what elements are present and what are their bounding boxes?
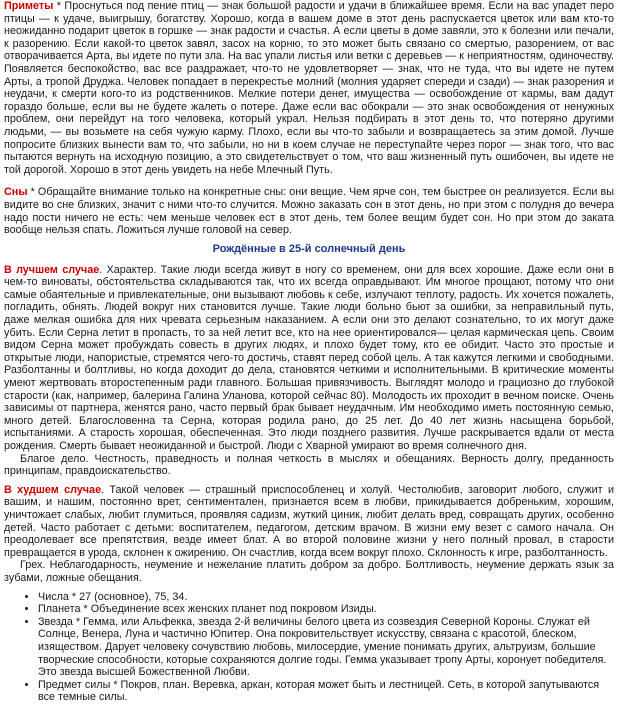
omens-label: Приметы — [4, 0, 54, 12]
omens-text: * Проснуться под пение птиц — знак большой радости и удачи в ближайшее время. Если на вас упадет перо птицы — к удаче, выигрышу, богатству. Хорошо, когда в вашем доме в этот день распускается цветок или вам кто-то неожиданно подарит цветок в горшке — знак радости и счастья. А если цветы в доме завяли, это к болезни или печали, к разорению. Если какой-то цветок завял, засох на корню, то это может быть связано со смертью, разорением, от вас отворачивается Арта, вы идете по пути зла. На вас упали листья или ветки с деревьев — к неприятностям, одиночеству. Появляется беспокойство, вас все раздражает, что-то не удовлетворяет — знак, что не туда, что вы идете не путем Арты, а тропой Друджа. Человек попадает в перекрестье молний (молния ударяет спереди и сзади) — знак разорения и неудачи, к смерти кого-то из родственников. Мелкие потери денег, имущества — освобождение от кармы, вам дадут гораздо больше, если вы не будете жалеть о потере. Даже если вас обокрали — это знак освобождения от ненужных проблем, они перейдут на того человека, который украл. Нельзя подбирать в этот день то, что потеряно другими людьми, — вы возьмете на себя чужую карму. Плохо, если вы что-то забыли и возвращаетесь за этим домой. Лучше попросите близких вынести вам то, что забыли, но ни в коем случае не переступайте через порог — знак того, что вас пытаются вернуть на исходную позицию, а это свидетельствует о том, что ваш жизненный путь ошибочен, вы идете не той дорогой. Хорошо в этот день увидеть на небе Млечный Путь. — [4, 0, 614, 176]
omens-paragraph — [4, 0, 614, 176]
dreams-text: * Обращайте внимание только на конкретные сны: они вещие. Чем ярче сон, тем быстрее он реализуется. Если вы видите во сне близких, значит с ними что-то случится. Можно заказать сон в этот день, но при этом с полудня до вечера надо пости ничего не есть: чем меньше человек ест в этот день, тем более вещим будет сон. Но при этом до заката вообще нельзя спать. Ложиться лучше головой на север. — [4, 186, 614, 237]
dreams-label: Сны — [4, 186, 28, 199]
worst-case-label: В худшем случае — [4, 483, 102, 496]
list-item: • Предмет силы * Покров, план. Веревка, аркан, которая может быть и лестницей. Сеть, в которой запутываются все темные силы. — [38, 679, 614, 704]
list-item: • Планета * Объединение всех женских планет под покровом Изиды. — [38, 603, 614, 616]
list-item: • Числа * 27 (основное), 75, 34. — [38, 591, 614, 604]
best-case-text: . Характер. Такие люди всегда живут в ногу со временем, они для всех хорошие. Даже если они в чем-то виноваты, обстоятельства складываются так, что их всегда оправдывают. Им многое прощают, потому что они самые обаятельные и привлекательные, они вызывают любовь к себе, излучают теплоту, радость. Их хочется пожалеть, погладить, обнять. Людей вокруг них становится лучше. Такие люди больно бьют за ошибки, за неправильный путь, даже мелкая ошибка для них чревата серьезным наказанием. А если они это делают сознательно, то их могут даже убить. Если Серна летит в пропасть, то за ней летит все, кто на нее ориентировался— целая кармическая цепь. Своим видом Серна может пробуждать совесть в других людях, и плохо будет тому, кто ее обидит. Часто это простые и открытые люди, напористые, стремятся чего-то достичь, ставят перед собой цель. А так кажутся легкими и свободными. Разболтанны и болтливы, но когда доходит до дела, становятся четкими и исполнительными. В критические моменты умеют жертвовать второстепенным ради главного. Большая привязчивость. Выглядят молодо и грациозно до глубокой старости (как, например, балерина Галина Уланова, которой сейчас 80). Молодость их проходит в вечном поиске. Очень зависимы от партнера, женятся рано, часто первый брак бывает неудачным. Им необходимо иметь постоянную семью, много детей. Благословенна та Серна, которая родила рано, до 25 лет. До 40 лет жизнь насыщена борьбой, испытаниями. А старость хорошая, обеспеченная. Это люди позднего развития. Лучше раскрывается вдали от места рождения. Смерть бывает неожиданной и быстрой. Люди с Хварной умирают во время солнечного дня. — [4, 263, 614, 452]
section-title: Рождённые в 25-й солнечный день — [212, 242, 406, 255]
blessing-paragraph: Благое дело. Честность, праведность и полная четкость в мыслях и обещаниях. Верность долгу, преданность принципам, правдоискательство. — [4, 452, 614, 478]
best-case-paragraph — [4, 264, 614, 453]
worst-case-paragraph — [4, 484, 614, 560]
sin-paragraph: Грех. Неблагодарность, неумение и нежелание платить добром за добро. Болтливость, неумение держать язык за зубами, ложные обещания. — [4, 559, 614, 584]
dreams-paragraph — [4, 186, 614, 236]
list-item: • Звезда * Гемма, или Альфекка, звезда 2-й величины белого цвета из созвездия Северной Короны. Служат ей Солнце, Венера, Луна и частично Юпитер. Она покровительствует искусству, связана с красотой, блеском, изяществом. Дарует человеку сочувствию любовь, милосердие, умение понимать других, альтруизм, большие творческие способности, которые сохраняются долгие годы. Гемма указывает тропу Арты, коронует победителя. Это звезда высшей Божественной Любви. — [38, 616, 614, 679]
facts-list — [4, 591, 614, 704]
best-case-label: В лучшем случае — [4, 263, 100, 276]
worst-case-text: . Такой человек — страшный приспособленец и холуй. Честолюбив, заговорит любого, служит и вашим, и нашим, постоянно врет, сентиментален, признается всем в любви, прикидывается добреньким, хорошим, уничтожает слабых, любит глумиться, проявляя садизм, жуткий циник, любит делать вред, совращать других, особенно детей. Часто работает с детьми: воспитателем, педагогом, детским врачом. В жизни ему везет с самого начала. Он преодолевает все препятствия, везде имеет блат. А во второй половине жизни у него полный провал, в старости превращается в урода, склонен к ожирению. Он счастлив, когда всем вокруг плохо. Склонность к игре, разболтанность. — [4, 483, 614, 559]
